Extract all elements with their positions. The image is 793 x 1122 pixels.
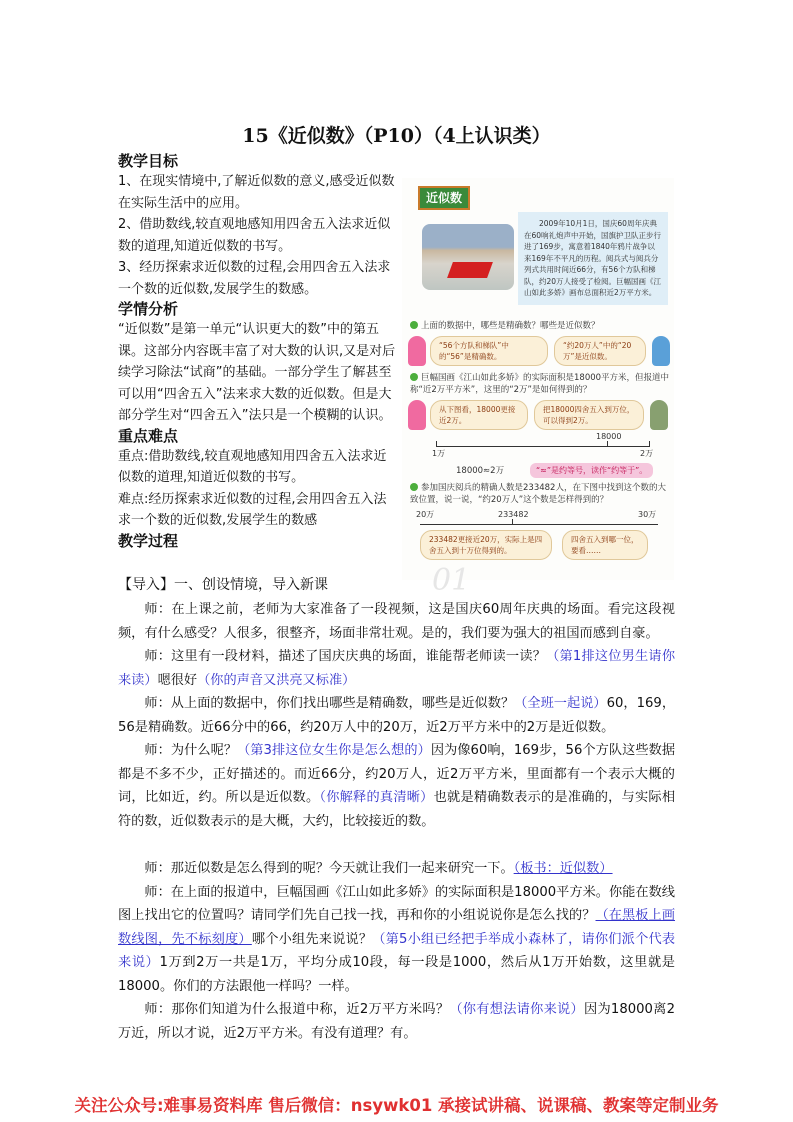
paragraph: [118, 998, 675, 1045]
flag-image: [447, 262, 493, 278]
teacher-note: （你有想法请你来说）: [449, 1002, 584, 1017]
left-column: [118, 152, 396, 551]
question-3: 参加国庆阅兵的精确人数是233482人，在下图中找到这个数的大致位置，说一说，“约20万人”这个数是怎样得到的？: [410, 482, 670, 506]
paragraph: [118, 739, 675, 833]
paragraph: [118, 881, 675, 999]
goal-item: 3、经历探索求近似数的过程,会用四舍五入法求一个数的近似数,发展学生的数感。: [118, 260, 391, 297]
watermark: 01: [432, 563, 471, 598]
bubble: 四舍五入到哪一位，要看……: [562, 530, 648, 560]
text: 师：为什么呢？: [144, 743, 238, 758]
bubble: 把18000四舍五入到万位，可以得到2万。: [534, 400, 644, 430]
teacher-note: （你的声音又洪亮又标准）: [197, 672, 356, 688]
number-line-marker: 18000: [596, 432, 622, 441]
text: 1万到2万一共是1万，平均分成10段，每一段是1000，然后从1万开始数，这里就是18000。你们的方法跟他一样吗？一样。: [118, 955, 675, 994]
tick: [649, 441, 650, 447]
board-note: （板书：近似数）: [513, 861, 613, 876]
note-box: “≈”是约等号，读作“约等于”。: [530, 463, 653, 478]
text: 嗯很好: [157, 672, 198, 688]
key-heading: 重点难点: [118, 426, 179, 445]
bubble: “56个方队和梯队”中的“56”是精确数。: [430, 336, 548, 366]
analysis-text: “近似数”是第一单元“认识更大的数”中的第五课。这部分内容既丰富了对大数的认识,又是对后续学习除法“试商”的基础。一部分学生了解甚至可以用“四舍五入”法来求大数的近似数。但是大部分学生对“四舍五入”法只是一个模糊的认识。: [118, 322, 396, 423]
intro-heading: 【导入】一、创设情境，导入新课: [118, 577, 328, 593]
question-1: 上面的数据中，哪些是精确数？哪些是近似数？: [410, 320, 670, 332]
number-line-start: 1万: [432, 449, 446, 458]
goals-heading: 教学目标: [118, 152, 179, 170]
number-line-end: 30万: [638, 510, 657, 519]
story-box: 2009年10月1日，国庆60周年庆典在60响礼炮声中开始，国旗护卫队正步行进了169步，寓意着1840年鸦片战争以来169年不平凡的历程。阅兵式与阅兵分列式共用时间近66分，有56个方队和梯队，约20万人接受了检阅。巨幅国画《江山如此多娇》画布总面积近2万平方米。: [518, 212, 668, 305]
boy-icon: [652, 336, 670, 366]
teacher-note: （第1排这位男生请你来读）: [118, 649, 676, 688]
teaching-process: [118, 598, 675, 1045]
teacher-note: （全班一起说）: [514, 696, 607, 711]
text: 也就是精确数表示的是准确的，与实际相符的数，近似数表示的是大概，大约，比较接近的数。: [118, 790, 676, 829]
bubble: 从下图看，18000更接近2万。: [430, 400, 528, 430]
equation: 18000≈2万: [456, 466, 505, 476]
text: 师：这里有一段材料，描述了国庆庆典的场面，谁能帮老师读一读？: [144, 649, 547, 664]
text: 因为像60响，169步，56个方队这些数据都是不多不少，正好描述的。而近66分，约20万人，近2万平方米，里面都有一个表示大概的词，比如近，约。所以是近似数。: [118, 743, 676, 805]
teacher-note: （第3排这位女生你是怎么想的）: [237, 743, 431, 758]
goal-item: 1、在现实情境中,了解近似数的意义,感受近似数在实际生活中的应用。: [118, 174, 395, 211]
teacher-note: （第5小组已经把手举成小森林了，请你们派个代表来说）: [118, 931, 676, 970]
girl-icon: [408, 400, 426, 430]
text: 因为18000离2万近，所以才说，近2万平方米。有没有道理？有。: [118, 1002, 676, 1041]
key-difficulty: 难点:经历探索求近似数的过程,会用四舍五入法求一个数的近似数,发展学生的数感: [118, 491, 387, 528]
text: 师：那近似数是怎么得到的呢？今天就让我们一起来研究一下。: [144, 861, 514, 876]
paragraph: [118, 692, 675, 739]
textbook-figure: [402, 178, 674, 598]
girl-icon: [408, 336, 426, 366]
paragraph: 师：在上课之前，老师为大家准备了一段视频，这是国庆60周年庆典的场面。看完这段视频，有什么感受？人很多，很整齐，场面非常壮观。是的，我们要为强大的祖国而感到自豪。: [118, 602, 675, 641]
number-line-start: 20万: [416, 510, 435, 519]
paragraph: [118, 857, 675, 881]
analysis-heading: 学情分析: [118, 300, 179, 318]
figure-tag: 近似数: [418, 186, 470, 210]
number-line-end: 2万: [640, 449, 654, 458]
text: 师：那你们知道为什么报道中称，近2万平方米吗？: [144, 1002, 450, 1017]
bubble: 233482更接近20万，实际上是四舍五入到十万位得到的。: [420, 530, 552, 560]
tick: [607, 441, 608, 447]
page-title: 15《近似数》（P10）（4上认识类）: [242, 125, 551, 147]
question-2: 巨幅国画《江山如此多娇》的实际面积是18000平方米，但报道中称“近2万平方米”，这里的“2万”是如何得到的？: [410, 373, 670, 395]
tick: [436, 441, 437, 447]
number-line-1: [436, 446, 650, 447]
parade-photo: [422, 224, 514, 290]
text: 哪个小组先来说说？: [251, 931, 373, 947]
grandpa-icon: [650, 400, 668, 430]
number-line-marker: 233482: [498, 510, 529, 519]
tick: [512, 519, 513, 525]
process-heading: 教学过程: [118, 531, 179, 550]
goal-item: 2、借助数线,较直观地感知用四舍五入法求近似数的道理,知道近似数的书写。: [118, 217, 391, 254]
text: 60，169，56是精确数。近66分中的66，约20万人中的20万，近2万平方米中的2万是近似数。: [118, 696, 676, 735]
paragraph: [118, 645, 675, 692]
number-line-2: [420, 524, 658, 525]
text: 师：从上面的数据中，你们找出哪些是精确数，哪些是近似数？: [144, 696, 515, 711]
board-note: （在黑板上画数线图，先不标刻度）: [118, 908, 676, 947]
text: 师：在上面的报道中，巨幅国画《江山如此多娇》的实际面积是18000平方米。你能在数线图上找出它的位置吗？请同学们先自己找一找，再和你的小组说说你是怎么找的？: [118, 884, 675, 923]
bubble: “约20万人”中的“20万”是近似数。: [554, 336, 646, 366]
footer-banner: 关注公众号:难事易资料库 售后微信：nsywk01 承接试讲稿、说课稿、教案等定制业务: [74, 1096, 719, 1115]
key-focus: 重点:借助数线,较直观地感知用四舍五入法求近似数的道理,知道近似数的书写。: [118, 448, 387, 485]
teacher-note: （你解释的真清晰）: [319, 790, 434, 805]
